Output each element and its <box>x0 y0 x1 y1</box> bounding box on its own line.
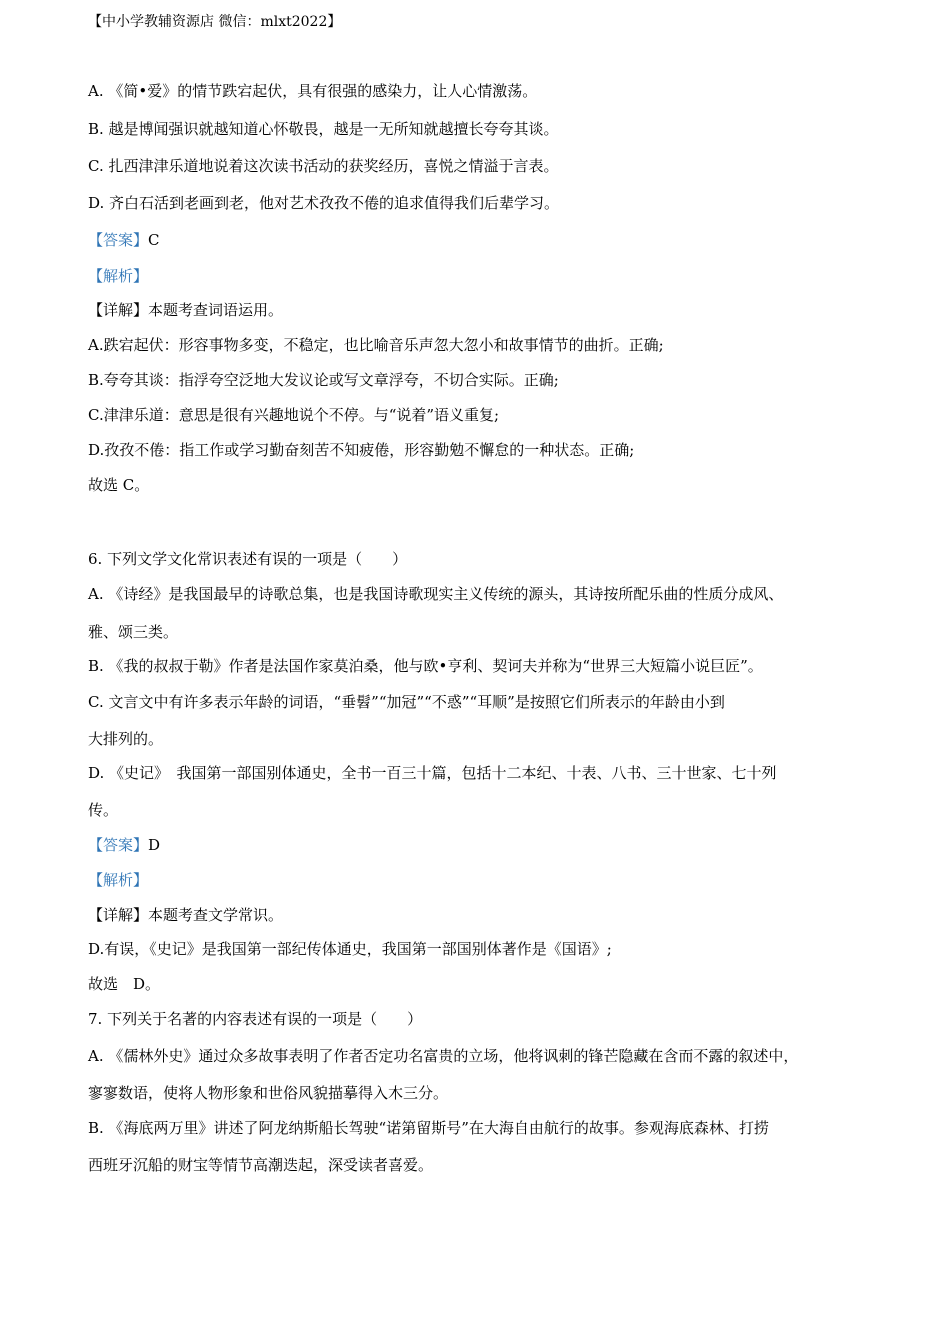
q6-option-d-line2: 传。 <box>88 801 119 819</box>
page-header: 【中小学教辅资源店 微信：mlxt2022】 <box>88 14 342 30</box>
q5-conclusion: 故选 C。 <box>88 476 150 494</box>
q6-option-a-line2: 雅、颂三类。 <box>88 623 179 641</box>
q7-option-b-line2: 西班牙沉船的财宝等情节高潮迭起，深受读者喜爱。 <box>88 1156 434 1174</box>
q5-detail: 【详解】本题考查词语运用。 <box>88 301 284 319</box>
q6-conclusion: 故选 D。 <box>88 975 161 993</box>
q5-answer-tag: 【答案】 <box>88 231 149 249</box>
q7-option-b-line1: B. 《海底两万里》讲述了阿龙纳斯船长驾驶“诺第留斯号”在大海自由航行的故事。参观海底森林、打捞 <box>88 1119 769 1137</box>
q6-detail: 【详解】本题考查文学常识。 <box>88 906 284 924</box>
q6-option-b: B. 《我的叔叔于勒》作者是法国作家莫泊桑，他与欧•亨利、契诃夫并称为“世界三大短篇小说巨匠”。 <box>88 657 763 675</box>
q5-option-b: B. 越是博闻强识就越知道心怀敬畏，越是一无所知就越擅长夸夸其谈。 <box>88 120 559 138</box>
q6-option-c-line1: C. 文言文中有许多表示年龄的词语，“垂髫”“加冠”“不惑”“耳顺”是按照它们所表示的年龄由小到 <box>88 693 725 711</box>
q6-option-d-line1: D. 《史记》 我国第一部国别体通史，全书一百三十篇，包括十二本纪、十表、八书、三十世家、七十列 <box>88 764 777 782</box>
q6-answer-tag: 【答案】 <box>88 836 149 854</box>
q5-option-a: A. 《简•爱》的情节跌宕起伏，具有很强的感染力，让人心情激荡。 <box>88 82 538 100</box>
q5-explanation-d: D.孜孜不倦：指工作或学习勤奋刻苦不知疲倦，形容勤勉不懈怠的一种状态。正确; <box>88 441 635 459</box>
q6-answer-value: D <box>148 836 161 854</box>
q5-explanation-a: A.跌宕起伏：形容事物多变，不稳定，也比喻音乐声忽大忽小和故事情节的曲折。正确; <box>88 336 664 354</box>
q5-answer-value: C <box>148 231 160 249</box>
q6-explanation: D.有误，《史记》是我国第一部纪传体通史，我国第一部国别体著作是《国语》; <box>88 940 612 958</box>
q7-option-a-line2: 寥寥数语，使将人物形象和世俗风貌描摹得入木三分。 <box>88 1084 449 1102</box>
q6-answer <box>88 834 160 856</box>
q5-explanation-c: C.津津乐道：意思是很有兴趣地说个不停。与“说着”语义重复; <box>88 406 500 424</box>
q6-option-c-line2: 大排列的。 <box>88 730 164 748</box>
q7-question: 7. 下列关于名著的内容表述有误的一项是（ ） <box>88 1010 423 1028</box>
q6-option-a-line1: A. 《诗经》是我国最早的诗歌总集，也是我国诗歌现实主义传统的源头，其诗按所配乐曲的性质分成风、 <box>88 585 784 603</box>
q5-option-c: C. 扎西津津乐道地说着这次读书活动的获奖经历，喜悦之情溢于言表。 <box>88 157 559 175</box>
q6-question: 6. 下列文学文化常识表述有误的一项是（ ） <box>88 550 408 568</box>
q7-option-a-line1: A. 《儒林外史》通过众多故事表明了作者否定功名富贵的立场，他将讽刺的锋芒隐藏在含而不露的叙述中， <box>88 1047 799 1065</box>
q5-option-d: D. 齐白石活到老画到老，他对艺术孜孜不倦的追求值得我们后辈学习。 <box>88 194 560 212</box>
q5-answer <box>88 229 160 251</box>
q5-analysis-tag: 【解析】 <box>88 267 149 285</box>
q5-explanation-b: B.夸夸其谈：指浮夸空泛地大发议论或写文章浮夸，不切合实际。正确; <box>88 371 559 389</box>
q6-analysis-tag: 【解析】 <box>88 871 149 889</box>
